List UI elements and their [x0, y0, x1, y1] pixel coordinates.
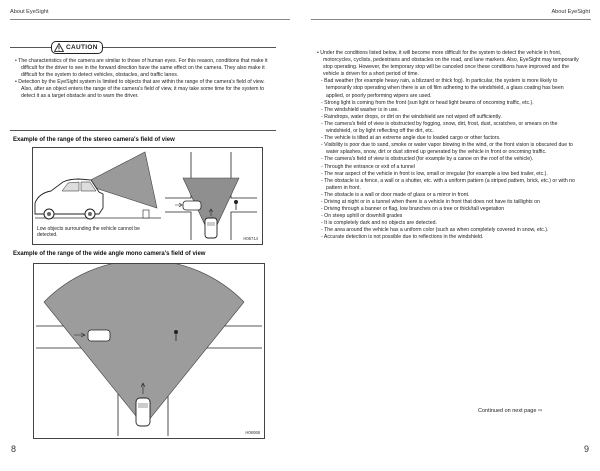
condition-item: - The windshield washer is in use. [321, 106, 399, 113]
caution-items [14, 58, 272, 101]
condition-item: - Driving through a banner or flag, low branches on a tree or thick/tall vegetation [321, 206, 505, 213]
caution-label-text: CAUTION [66, 44, 98, 51]
figure1-code: H06714 [243, 236, 258, 241]
left-header-rule [10, 19, 290, 20]
condition-item: - The obstacle is a fence, a wall or a shutter, etc. with a uniform pattern (a striped pattern, brick, etc.) or with no pattern in front. [321, 177, 575, 191]
right-header-rule [311, 19, 591, 20]
continued-on-next-page: Continued on next page ⇨ [478, 408, 543, 414]
left-running-header: About EyeSight [10, 9, 49, 15]
right-running-header: About EyeSight [551, 9, 590, 15]
condition-item: - Raindrops, water drops, or dirt on the windshield are not wiped off sufficiently. [321, 113, 502, 120]
condition-item: - The vehicle is tilted at an extreme angle due to loaded cargo or other factors. [321, 135, 501, 142]
condition-item: - The camera's field of view is obstructed by fogging, snow, dirt, frost, dust, scratches, or smears on the windshield, or by light reflecting off the dirt, etc. [321, 120, 558, 135]
left-page-number: 8 [11, 444, 17, 454]
figure2-mono-field-of-view [33, 263, 265, 439]
condition-item: - The area around the vehicle has a uniform color (such as when completely covered in snow, etc.). [321, 227, 549, 234]
condition-item: - The obstacle is a wall or door made of glass or a mirror in front. [321, 191, 470, 198]
condition-item: - The camera's field of view is obstructed (for example by a canoe on the roof of the vehicle). [321, 156, 534, 163]
figure1-stereo-field-of-view [32, 147, 263, 245]
caution-item: • Detection by the EyeSight system is limited to objects that are within the range of the camera's field of view. Also, after an object enters the range of the camera's field of view, it may take some time for the system to detect it as a target obstacle and to warn the driver. [15, 79, 265, 100]
right-column-conditions [316, 50, 582, 242]
caution-label [51, 41, 103, 54]
figure1-caption: Low objects surrounding the vehicle cannot be detected. [37, 226, 140, 239]
figure1-title: Example of the range of the stereo camera's field of view [13, 137, 175, 143]
caution-item: • The characteristics of the camera are similar to those of human eyes. For this reason, conditions that make it difficult for the driver to see in the forward direction have the same effect on the camera. They also make it difficult for the system to detect vehicles, obstacles, and traffic lanes. [15, 58, 268, 79]
condition-item: - Driving at night or in a tunnel when there is a vehicle in front that does not have its taillights on [321, 198, 540, 205]
figure2-title: Example of the range of the wide angle mono camera's field of view [13, 251, 206, 257]
condition-item: - It is completely dark and no objects are detected. [321, 220, 437, 227]
warning-triangle-icon [54, 43, 64, 52]
conditions-intro: • Under the conditions listed below, it will become more difficult for the system to detect the vehicle in front, motorcycles, cyclists, pedestrians and obstacles on the road, and lane markers. Also, EyeSight may temporarily stop operating. However, the temporary stop will be canceled once these conditions have improved and the vehicle is driven for a short period of time. [317, 50, 579, 78]
figure2-code: H06068 [245, 430, 260, 435]
condition-item: - Bad weather (for example heavy rain, a blizzard or thick fog). In particular, the system is more likely to temporarily stop operating when there is an oil film adhering to the windshield, a glass coating has been applied, or poorly performing wipers are used. [321, 78, 564, 99]
condition-item: - On steep uphill or downhill grades [321, 213, 403, 220]
right-page-number: 9 [583, 444, 589, 454]
figure2-illustration [34, 264, 264, 438]
condition-item: - Accurate detection is not possible due to reflections in the windshield. [321, 234, 484, 241]
condition-item: - Through the entrance or exit of a tunnel [321, 163, 415, 170]
condition-item: - The rear aspect of the vehicle in front is low, small or irregular (for example a low bed trailer, etc.). [321, 170, 548, 177]
condition-item: - Visibility is poor due to sand, smoke or water vapor blowing in the wind, or the front vision is obscured due to water splashes, snow, dirt or dust stirred up generated by the vehicle in front or oncoming traffic. [321, 142, 573, 156]
condition-item: - Strong light is coming from the front (sun light or head light beams of oncoming traffic, etc.). [321, 99, 534, 106]
